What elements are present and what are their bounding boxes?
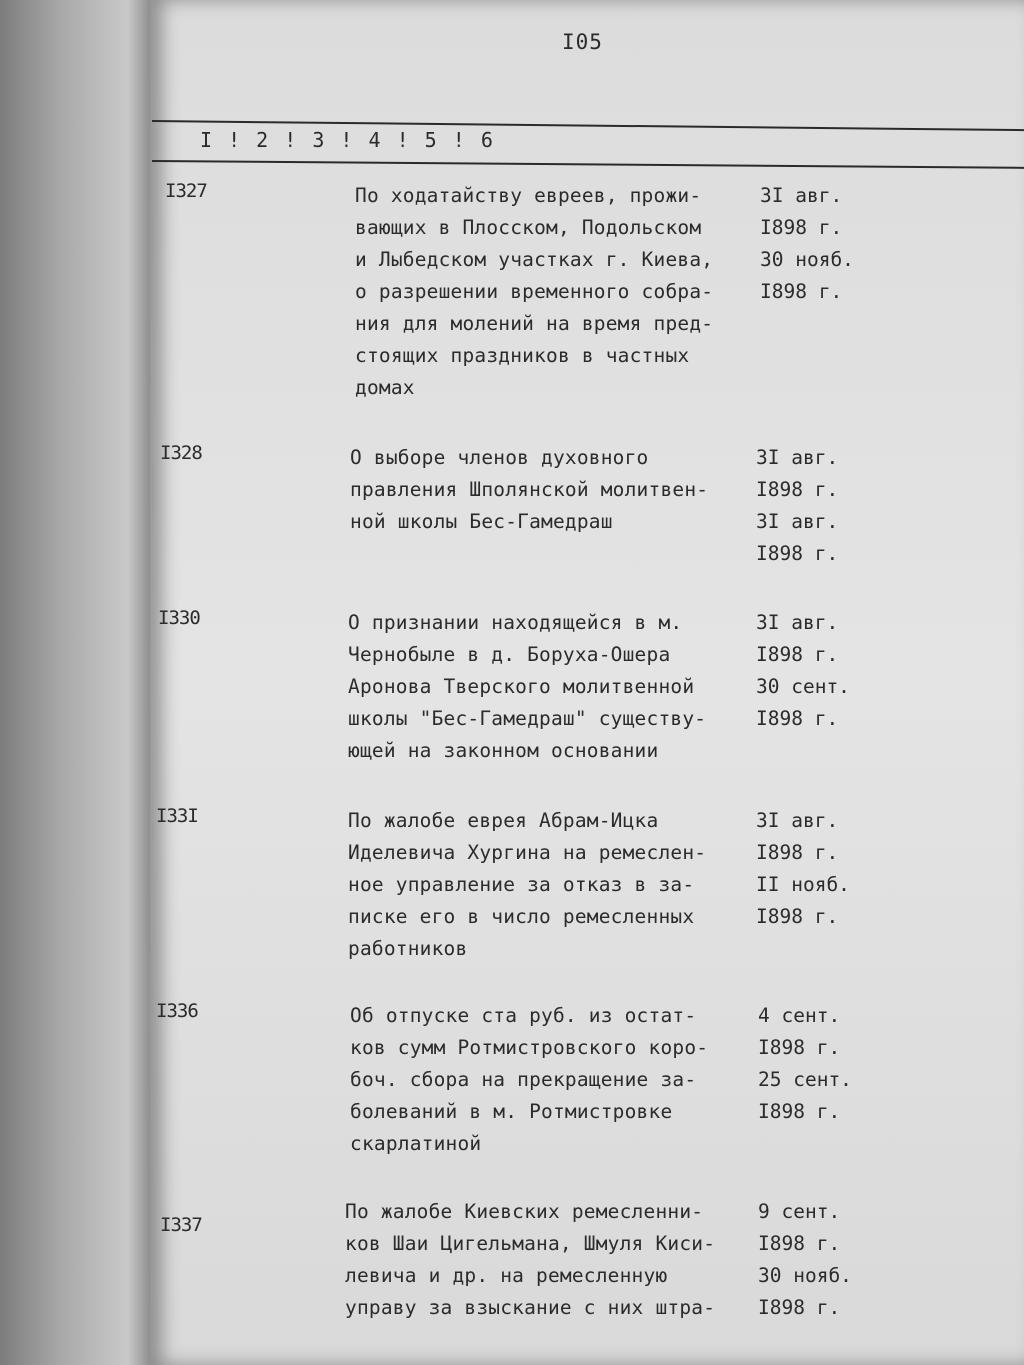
date-line: I898 г. xyxy=(756,905,839,928)
description-line: Об отпуске ста руб. из остат- xyxy=(350,1004,697,1027)
date-line: I898 г. xyxy=(756,707,839,730)
description-line: О выборе членов духовного xyxy=(350,446,649,469)
description-line: ков сумм Ротмистровского коро- xyxy=(350,1036,709,1059)
date-line: I898 г. xyxy=(760,280,843,303)
entry-number: I337 xyxy=(160,1214,202,1236)
entry-dates xyxy=(760,180,854,308)
date-line: II нояб. xyxy=(756,873,850,896)
entry-description xyxy=(345,1196,715,1324)
page-number: I05 xyxy=(562,30,603,54)
description-line: правления Шполянской молитвен- xyxy=(350,478,709,501)
description-line: По жалобе еврея Абрам-Ицка xyxy=(348,809,659,832)
description-line: болеваний в м. Ротмистровке xyxy=(350,1100,673,1123)
description-line: ное управление за отказ в за- xyxy=(348,873,695,896)
date-line: 4 сент. xyxy=(758,1004,841,1027)
date-line: I898 г. xyxy=(756,643,839,666)
description-line: домах xyxy=(355,376,415,399)
description-line: вающих в Плосском, Подольском xyxy=(355,216,702,239)
description-line: Иделевича Хургина на ремеслен- xyxy=(348,841,707,864)
description-line: управу за взыскание с них штра- xyxy=(345,1296,716,1319)
date-line: I898 г. xyxy=(758,1232,841,1255)
description-line: По ходатайству евреев, прожи- xyxy=(355,184,702,207)
date-line: 3I авг. xyxy=(756,446,839,469)
entry-description xyxy=(355,180,713,404)
description-line: и Лыбедском участках г. Киева, xyxy=(355,248,714,271)
description-line: ния для молений на время пред- xyxy=(355,312,714,335)
description-line: По жалобе Киевских ремесленни- xyxy=(345,1200,704,1223)
description-line: писке его в число ремесленных xyxy=(348,905,695,928)
description-line: Аронова Тверского молитвенной xyxy=(348,675,695,698)
description-line: ков Шаи Цигельмана, Шмуля Киси- xyxy=(345,1232,716,1255)
description-line: Чернобыле в д. Боруха-Ошера xyxy=(348,643,671,666)
date-line: I898 г. xyxy=(758,1100,841,1123)
entry-dates xyxy=(758,1000,852,1128)
description-line: боч. сбора на прекращение за- xyxy=(350,1068,697,1091)
date-line: 3I авг. xyxy=(760,184,843,207)
date-line: I898 г. xyxy=(756,478,839,501)
entry-dates xyxy=(756,805,850,933)
entry-description xyxy=(350,442,708,538)
facing-page-edge xyxy=(0,0,150,1365)
date-line: 30 нояб. xyxy=(760,248,854,271)
entry-description xyxy=(350,1000,708,1160)
description-line: работников xyxy=(348,937,468,960)
entry-description xyxy=(348,607,706,767)
entry-number: I336 xyxy=(156,1000,198,1022)
description-line: скарлатиной xyxy=(350,1132,482,1155)
date-line: I898 г. xyxy=(758,1036,841,1059)
date-line: 25 сент. xyxy=(758,1068,852,1091)
entry-number: I327 xyxy=(165,180,207,202)
entry-number: I33I xyxy=(156,805,198,827)
date-line: 3I авг. xyxy=(756,809,839,832)
entry-dates xyxy=(756,442,838,570)
entry-dates xyxy=(756,607,850,735)
entry-description xyxy=(348,805,706,965)
date-line: I898 г. xyxy=(758,1296,841,1319)
description-line: стоящих праздников в частных xyxy=(355,344,690,367)
description-line: О признании находящейся в м. xyxy=(348,611,683,634)
description-line: школы "Бес-Гамедраш" существу- xyxy=(348,707,707,730)
date-line: 30 нояб. xyxy=(758,1264,852,1287)
description-line: ющей на законном основании xyxy=(348,739,659,762)
column-header-row: I ! 2 ! 3 ! 4 ! 5 ! 6 xyxy=(200,128,495,152)
entry-number: I330 xyxy=(158,607,200,629)
date-line: I898 г. xyxy=(756,841,839,864)
entry-dates xyxy=(758,1196,852,1324)
date-line: 3I авг. xyxy=(756,510,839,533)
description-line: о разрешении временного собра- xyxy=(355,280,714,303)
date-line: I898 г. xyxy=(760,216,843,239)
description-line: ной школы Бес-Гамедраш xyxy=(350,510,613,533)
date-line: 3I авг. xyxy=(756,611,839,634)
description-line: левича и др. на ремесленную xyxy=(345,1264,668,1287)
entry-number: I328 xyxy=(160,442,202,464)
date-line: 9 сент. xyxy=(758,1200,841,1223)
date-line: 30 сент. xyxy=(756,675,850,698)
date-line: I898 г. xyxy=(756,542,839,565)
